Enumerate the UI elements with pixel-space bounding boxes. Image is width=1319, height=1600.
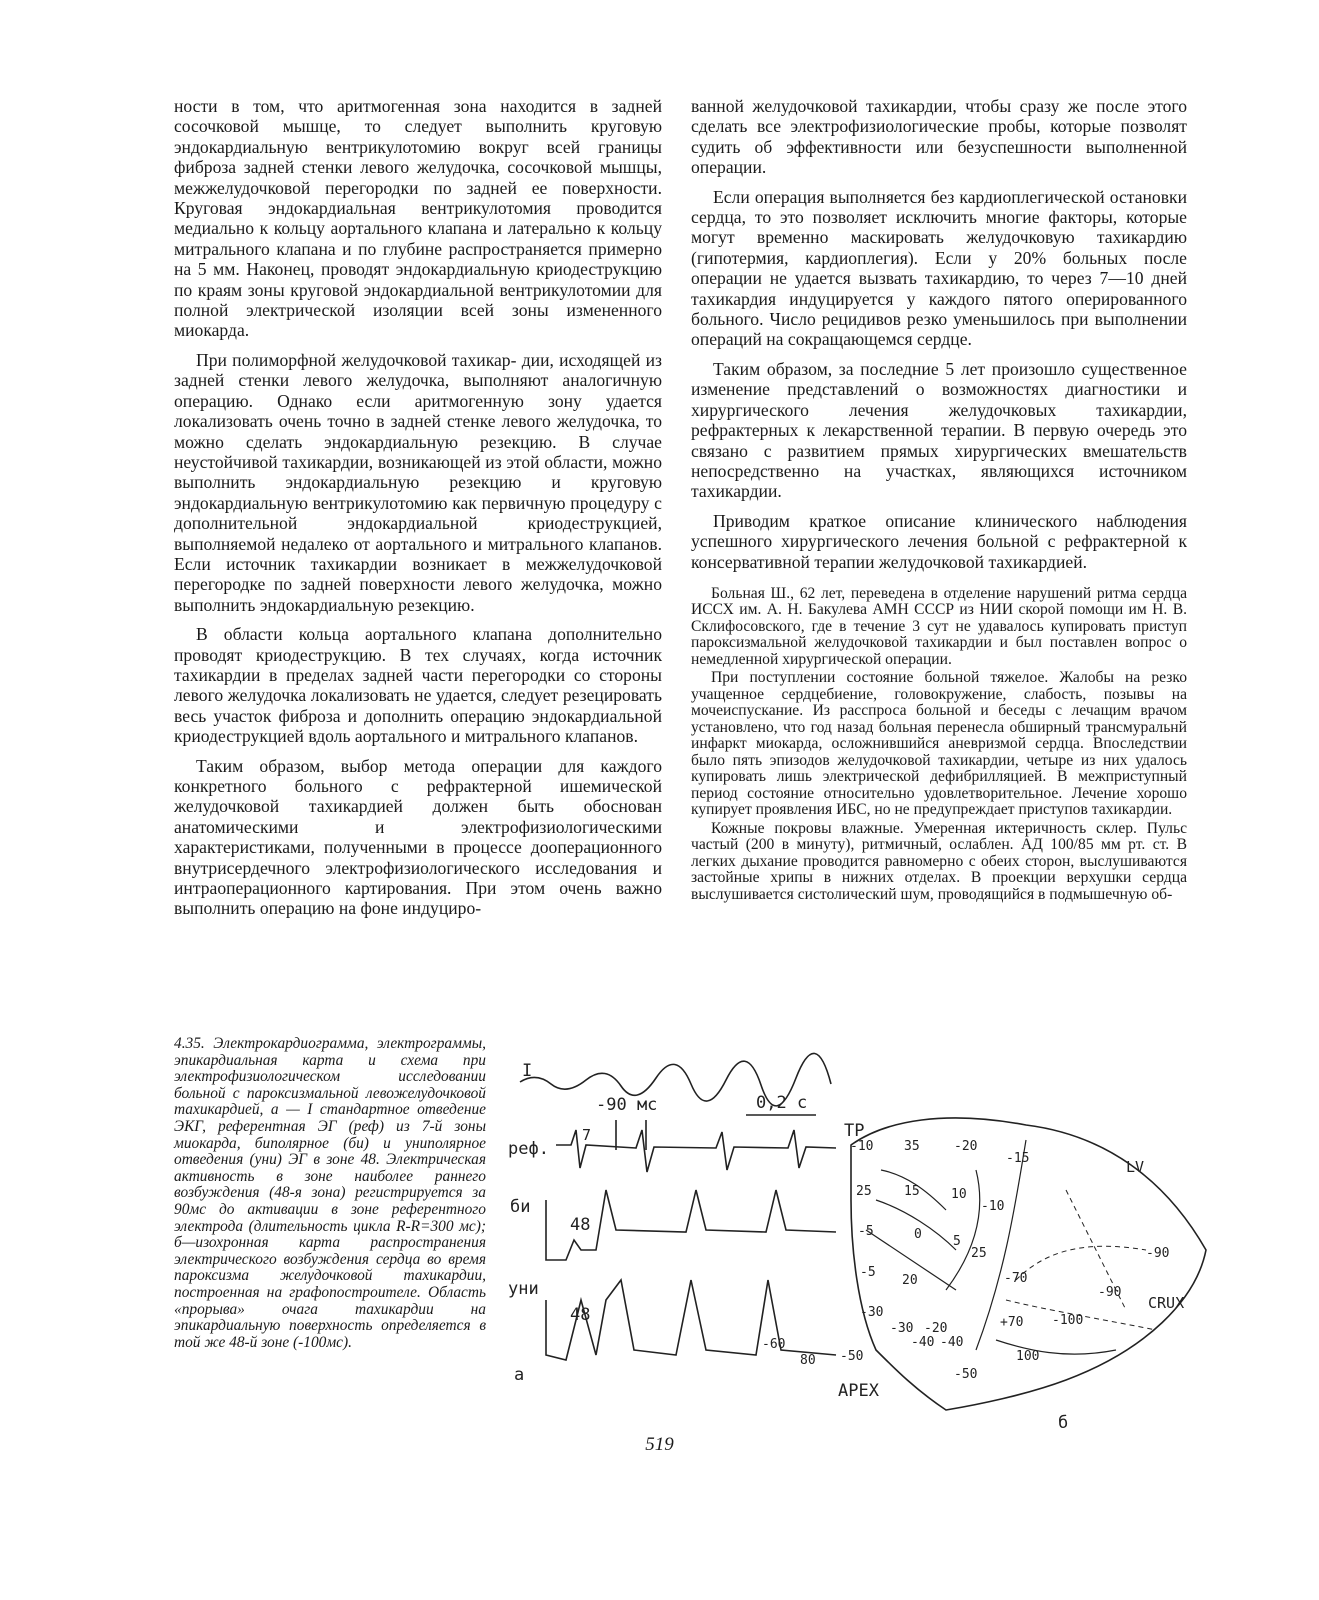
figure-caption: [174, 1036, 486, 1351]
isochrone-label: -50: [954, 1367, 978, 1382]
spaced-lead: При полиморфной желудочковой тахикар-: [196, 349, 517, 370]
ecg-panel-label: а: [514, 1365, 525, 1385]
isochrone-label: -50: [840, 1349, 864, 1364]
paragraph: Приводим краткое описание клинического наблюдения успешного хирургического лечения больной с рефрактерной к консервативной терапии желудочковой тахикардией.: [691, 510, 1187, 572]
map-crux-label: CRUX: [1148, 1294, 1185, 1312]
paragraph-spaced: [174, 350, 662, 615]
paragraph: Таким образом, за последние 5 лет произошло существенное изменение представлений о возможностях диагностики и хирургического лечения желудочковых тахикардии, рефрактерных к лекарственной терапии. В первую очередь это связано с развитием прямых хирургических вмешательств непосредственно на участках, являющихся источником тахикардии.: [691, 358, 1187, 502]
isochrone-label: +70: [1000, 1315, 1024, 1330]
isochrone-label: -30: [890, 1321, 914, 1336]
ecg-bi-label: би: [510, 1197, 531, 1217]
isochrone-label: -40: [911, 1335, 935, 1350]
map-apex-label: APEX: [838, 1381, 879, 1401]
isochrone-label: -60: [762, 1337, 786, 1352]
map-panel-label: б: [1058, 1413, 1069, 1433]
caption-text: 4.35. Электрокардиограмма, электрограммы, эпикардиальная карта и схема при электрофизиологическом исследовании больной с пароксизмальной левожелудочковой тахикардией, а — I стандартное отведение ЭКГ, референтная ЭГ (реф) из 7-й зоны миокарда, биполярное (би) и униполярное отведения (уни) ЭГ в зоне 48. Электрическая активность в зоне наиболее раннего возбуждения (48-я зона) регистрируется за 90мс до активации в зоне референтного электрода (длительность цикла R-R=300 мс); б—изохронная карта распространения электрического возбуждения сердца во время пароксизма желудочковой тахикардии, построенная на графопостроителе. Область «прорыва» очага тахикардии на эпикардиальную поверхность определяется в той же 48-й зоне (-100мс).: [174, 1035, 486, 1351]
right-column: [691, 96, 1187, 903]
page-number: 519: [645, 1434, 674, 1455]
paragraph-rest: дии, исходящей из задней стенки левого желудочка, выполняют аналогичную операцию. Однако если аритмогенную зону удается локализовать очень точно в задней стенке левого желудочка, то можно сделать эндокардиальную резекцию. В случае неустойчивой тахикардии, возникающей из этой области, можно выполнить эндокардиальную резекцию и круговую эндокардиальную вентрикулотомию как первичную процедуру с дополнительной эндокардиальной криодеструкцией, выполняемой недалеко от аортального и митрального клапанов. Если источник тахикардии возникает в межжелудочковой перегородке по задней поверхности левого желудочка, можно выполнить эндокардиальную резекцию.: [174, 349, 662, 615]
paragraph: Таким образом, выбор метода операции для каждого конкретного больного с рефрактерной ишемической желудочковой тахикардией должен быть обоснован анатомическими и электрофизиологическими характеристиками, полученными в процессе дооперационного внутрисердечного электрофизиологического исследования и интраоперационного картирования. При этом очень важно выполнить операцию на фоне индуциро-: [174, 755, 662, 919]
isochrone-label: -5: [858, 1224, 874, 1239]
case-report: [691, 586, 1187, 904]
ecg-ref-label: реф.: [508, 1139, 549, 1159]
isochrone-label: 25: [856, 1184, 872, 1199]
isochrone-line: [1016, 1246, 1146, 1280]
isochrone-values: [762, 1139, 1169, 1382]
isochrone-label: -5: [860, 1265, 876, 1280]
map-lv-label: LV: [1126, 1158, 1145, 1176]
figure-drawing: [506, 1050, 1226, 1433]
isochrone-label: -30: [860, 1305, 884, 1320]
paragraph: Если операция выполняется без кардиоплегической остановки сердца, то это позволяет исключить многие факторы, которые могут временно маскировать желудочковую тахикардию (гипотермия, кардиоплегия). Если у 20% больных после операции не удается вызвать тахикардию, то через 7—10 дней тахикардия индуцируется у каждого пятого оперированного больного. Число рецидивов резко уменьшилось при выполнении операций на сокращающемся сердце.: [691, 186, 1187, 350]
isochrone-label: -70: [1004, 1271, 1028, 1286]
paragraph: ности в том, что аритмогенная зона находится в задней сосочковой мышце, то следует выполнить круговую эндокардиальную вентрикулотомию вокруг всей границы фиброза задней стенки левого желудочка, сосочковой мышцы, межжелудочковой перегородки по задней ее поверхности. Круговая эндокардиальная вентрикулотомия проводится медиально к кольцу аортального клапана и латерально к кольцу митрального клапана и по глубине распространяется примерно на 5 мм. Наконец, проводят эндокардиальную криодеструкцию по краям зоны круговой эндокардиальной вентрикулотомии для полной электрической изоляции всей зоны измененного миокарда.: [174, 96, 662, 341]
isochrone-label: 35: [904, 1139, 920, 1154]
isochrone-label: 100: [1016, 1349, 1040, 1364]
isochrone-label: 15: [904, 1184, 920, 1199]
figure-4-35: [506, 1050, 1226, 1433]
isochrone-label: -15: [1006, 1151, 1030, 1166]
left-column: [174, 96, 662, 919]
paragraph: ванной желудочковой тахикардии, чтобы сразу же после этого сделать все электрофизиологические пробы, которые позволят судить об эффективности или безуспешности выполненной операции.: [691, 96, 1187, 178]
isochrone-label: -90: [1098, 1285, 1122, 1300]
isochrone-label: 10: [951, 1187, 967, 1202]
map-tp-label: ТР: [844, 1121, 865, 1141]
isochrone-label: 5: [953, 1234, 961, 1249]
case-paragraph: Кожные покровы влажные. Умеренная иктеричность склер. Пульс частый (200 в минуту), ритмичный, ослаблен. АД 100/85 мм рт. ст. В легких дыхание проводится равномерно с обеих сторон, выслушиваются застойные хрипы в нижних отделах. В проекции верхушки сердца выслушивается систолический шум, проводящийся в подмышечную об-: [691, 819, 1187, 903]
case-paragraph: При поступлении состояние больной тяжелое. Жалобы на резко учащенное сердцебиение, головокружение, слабость, позывы на мочеиспускание. Из расспроса больной и беседы с лечащим врачом установлено, что год назад больная перенесла обширный трансмуральнй инфаркт миокарда, осложнившийся аневризмой сердца. Впоследствии было пять эпизодов желудочковой тахикардии, четыре из них удалось купировать лишь электрической дефибрилляцией. В межприступный период состояние относительно удовлетворительное. Лечение хорошо купирует проявления ИБС, но не предупреждает приступов тахикардии.: [691, 669, 1187, 819]
case-paragraph: Больная Ш., 62 лет, переведена в отделение нарушений ритма сердца ИССХ им. А. Н. Бакулева АМН СССР из НИИ скорой помощи им Н. В. Склифосовского, где в течение 3 сут не удавалось купировать приступ пароксизмальной желудочковой тахикардии и был поставлен вопрос о немедленной хирургической операции.: [691, 584, 1187, 668]
ecg-uni-label: уни: [508, 1279, 539, 1299]
isochrone-label: -100: [1052, 1313, 1084, 1328]
isochrone-line: [996, 1340, 1116, 1354]
isochrone-label: 80: [800, 1353, 816, 1368]
paragraph: В области кольца аортального клапана дополнительно проводят криодеструкцию. В тех случаях, когда источник тахикардии в пределах задней части перегородки со стороны левого желудочка локализовать не удается, следует резецировать весь участок фиброза и дополнить операцию эндокардиальной криодеструкцией вдоль аортального и митрального клапанов.: [174, 624, 662, 747]
ecg-scale-label: 0,2 с: [756, 1093, 808, 1113]
isochrone-label: -20: [924, 1321, 948, 1336]
ecg-ref-zone: 7: [582, 1126, 592, 1144]
isochrone-label: 20: [902, 1273, 918, 1288]
isochrone-label: -10: [850, 1139, 874, 1154]
ecg-bi-zone: 48: [570, 1215, 591, 1235]
isochrone-label: -10: [981, 1199, 1005, 1214]
isochrone-label: -40: [940, 1335, 964, 1350]
isochrone-label: 25: [971, 1246, 987, 1261]
ecg-interval-label: -90 мс: [596, 1095, 658, 1115]
interval-bracket: [616, 1120, 646, 1150]
ecg-ref-trace: [556, 1130, 836, 1172]
isochrone-label: 0: [914, 1227, 922, 1242]
ecg-lead-i-label: I: [522, 1061, 533, 1081]
isochrone-label: -20: [954, 1139, 978, 1154]
ecg-uni-zone: 48: [570, 1305, 591, 1325]
isochrone-label: -90: [1146, 1246, 1170, 1261]
